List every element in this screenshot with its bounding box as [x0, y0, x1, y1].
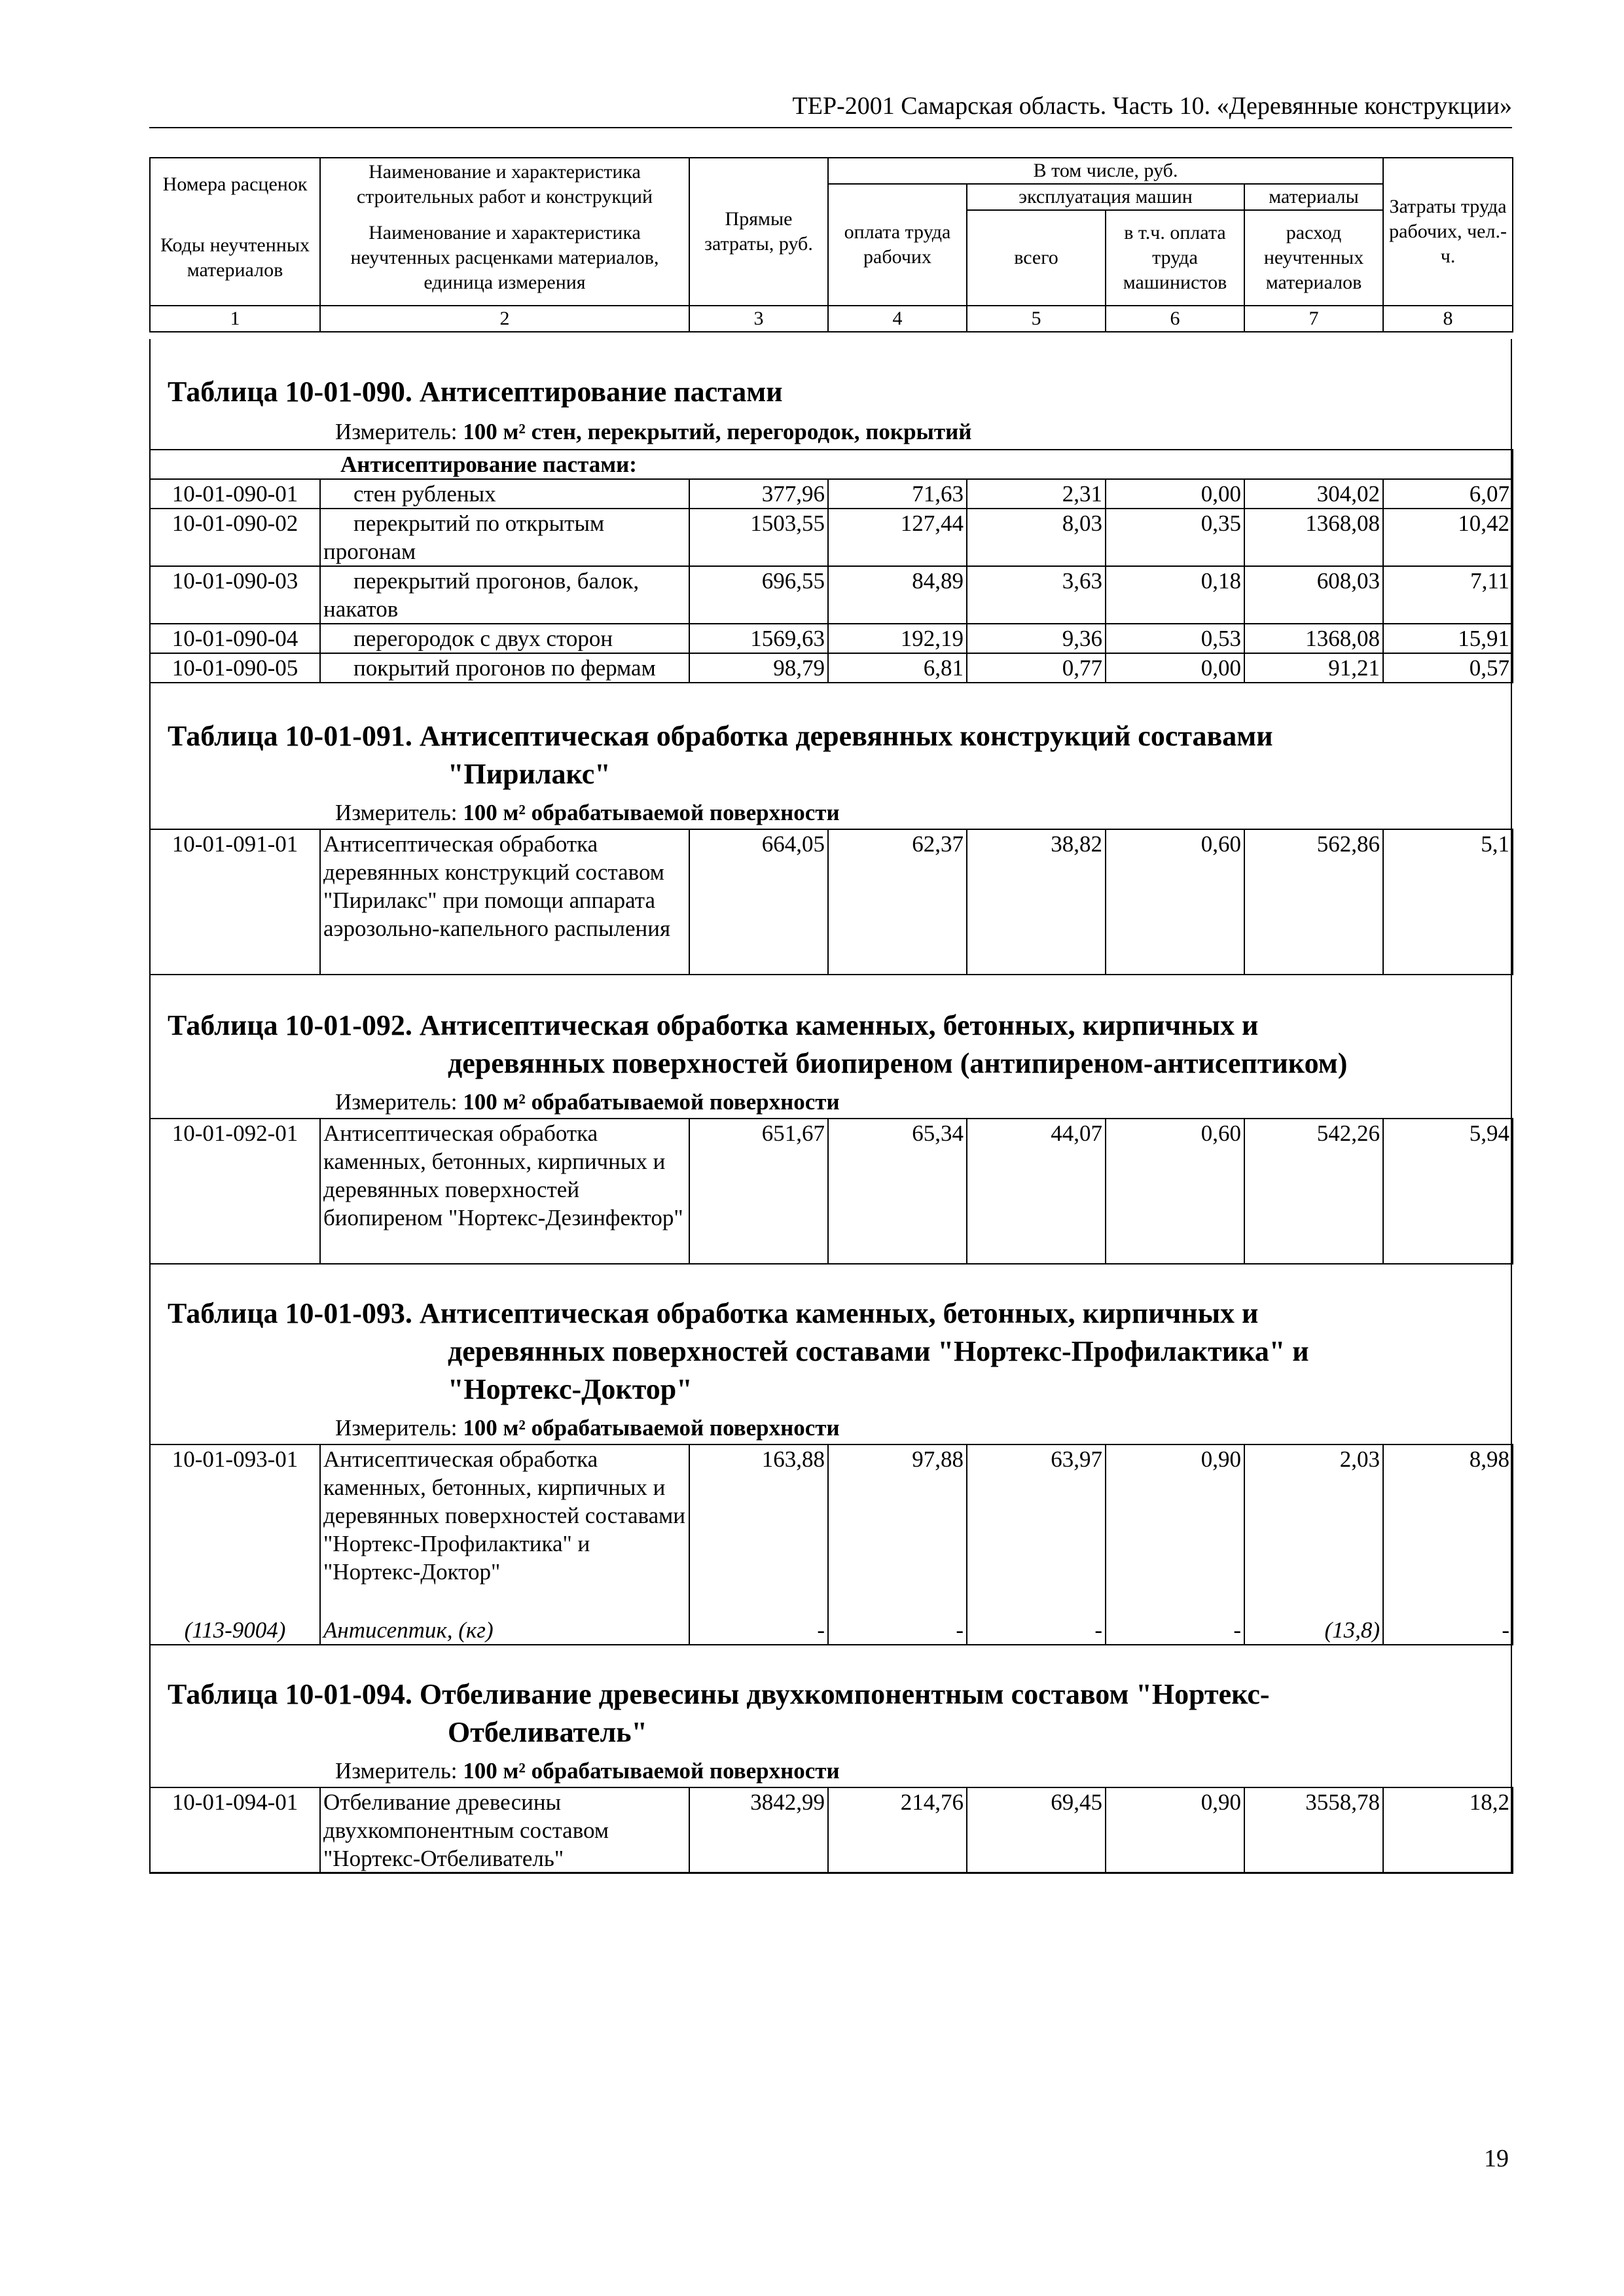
work-name: Антисептическая обработка каменных, бетонных, кирпичных и деревянных поверхностей составами "Нортекс-Профилактика" и "Нортекс-Доктор" [320, 1444, 689, 1616]
table-091 [149, 829, 1513, 975]
table-row [150, 653, 1513, 683]
labor-pay: 192,19 [828, 624, 967, 653]
machinist-pay: 0,90 [1106, 1787, 1244, 1873]
col-number: 8 [1383, 306, 1513, 332]
rate-code: 10-01-090-02 [150, 509, 320, 566]
col-2-bottom-header: Наименование и характеристика неучтенных расценками материалов, единица измерения [320, 210, 689, 306]
unit-value: 100 м² обрабатываемой поверхности [463, 1415, 840, 1441]
labor-hours: 10,42 [1383, 509, 1513, 566]
labor-hours: 5,94 [1383, 1119, 1513, 1264]
work-name: перекрытий по открытым прогонам [320, 509, 689, 566]
direct-cost: - [689, 1616, 828, 1645]
machines-total: 8,03 [967, 509, 1106, 566]
work-name: покрытий прогонов по фермам [320, 653, 689, 683]
col-number: 6 [1106, 306, 1244, 332]
labor-pay: 71,63 [828, 479, 967, 509]
column-header-table [149, 157, 1513, 332]
machinist-pay: 0,35 [1106, 509, 1244, 566]
table-row [150, 1787, 1513, 1873]
table-title-090: Таблица 10-01-090. Антисептирование пастами [168, 376, 783, 408]
material-row [150, 1616, 1513, 1645]
table-row [150, 1444, 1513, 1616]
material-name: Антисептик, (кг) [320, 1616, 689, 1645]
labor-hours: 15,91 [1383, 624, 1513, 653]
col-1-top-header: Номера расценок [150, 158, 320, 210]
machines-total: 63,97 [967, 1444, 1106, 1616]
col-number: 5 [967, 306, 1106, 332]
labor-hours: 8,98 [1383, 1444, 1513, 1616]
unit-value: 100 м² обрабатываемой поверхности [463, 1758, 840, 1784]
rate-code: 10-01-090-05 [150, 653, 320, 683]
table-title-091: Таблица 10-01-091. Антисептическая обработка деревянных конструкций составами "Пирилакс" [168, 720, 1273, 790]
table-title-094: Таблица 10-01-094. Отбеливание древесины двухкомпонентным составом "Нортекс- Отбеливатель" [168, 1678, 1270, 1748]
col-8-header: Затраты труда рабочих, чел.-ч. [1383, 158, 1513, 306]
direct-cost: 3842,99 [689, 1787, 828, 1873]
machinist-pay: 0,53 [1106, 624, 1244, 653]
direct-cost: 664,05 [689, 829, 828, 975]
materials-cost: 304,02 [1244, 479, 1383, 509]
unit-value: 100 м² обрабатываемой поверхности [463, 1089, 840, 1115]
table-row [150, 829, 1513, 975]
direct-cost: 1503,55 [689, 509, 828, 566]
machines-total: 0,77 [967, 653, 1106, 683]
table-094 [149, 1787, 1513, 1874]
unit-value: 100 м² обрабатываемой поверхности [463, 800, 840, 825]
col-4-header: оплата труда рабочих [828, 184, 967, 306]
labor-hours: - [1383, 1616, 1513, 1645]
table-row [150, 566, 1513, 624]
machines-total: 38,82 [967, 829, 1106, 975]
page-number: 19 [1484, 2145, 1509, 2172]
materials-cost: 91,21 [1244, 653, 1383, 683]
materials-cost: 1368,08 [1244, 509, 1383, 566]
direct-cost: 651,67 [689, 1119, 828, 1264]
table-row [150, 479, 1513, 509]
material-consumption: (13,8) [1244, 1616, 1383, 1645]
col-number: 2 [320, 306, 689, 332]
labor-pay: 62,37 [828, 829, 967, 975]
unit-value: 100 м² стен, перекрытий, перегородок, покрытий [463, 419, 972, 444]
col-7-header: расход неучтенных материалов [1244, 210, 1383, 306]
table-title-092: Таблица 10-01-092. Антисептическая обработка каменных, бетонных, кирпичных и деревянных поверхностей биопиреном (антипиреном-антисептиком) [168, 1009, 1348, 1079]
machines-total: 9,36 [967, 624, 1106, 653]
unit-091 [335, 800, 840, 826]
machinist-pay: 0,60 [1106, 1119, 1244, 1264]
col-1-bottom-header: Коды неучтенных материалов [150, 210, 320, 306]
materials-header: материалы [1244, 184, 1383, 210]
unit-prefix: Измеритель: [335, 1089, 458, 1115]
labor-pay: 214,76 [828, 1787, 967, 1873]
rate-code: 10-01-094-01 [150, 1787, 320, 1873]
labor-pay: 65,34 [828, 1119, 967, 1264]
unit-prefix: Измеритель: [335, 419, 458, 444]
machines-total: 69,45 [967, 1787, 1106, 1873]
table-row [150, 509, 1513, 566]
rate-code: 10-01-090-03 [150, 566, 320, 624]
machines-total: 44,07 [967, 1119, 1106, 1264]
machinist-pay: 0,18 [1106, 566, 1244, 624]
direct-cost: 696,55 [689, 566, 828, 624]
rate-code: 10-01-091-01 [150, 829, 320, 975]
work-name: Антисептическая обработка каменных, бетонных, кирпичных и деревянных поверхностей биопиреном "Нортекс-Дезинфектор" [320, 1119, 689, 1264]
work-name: стен рубленых [320, 479, 689, 509]
materials-cost: 542,26 [1244, 1119, 1383, 1264]
direct-cost: 1569,63 [689, 624, 828, 653]
table-row [150, 624, 1513, 653]
labor-pay: 84,89 [828, 566, 967, 624]
materials-cost: 3558,78 [1244, 1787, 1383, 1873]
direct-cost: 163,88 [689, 1444, 828, 1616]
materials-cost: 2,03 [1244, 1444, 1383, 1616]
unit-092 [335, 1089, 840, 1115]
col-3-header: Прямые затраты, руб. [689, 158, 828, 306]
labor-hours: 0,57 [1383, 653, 1513, 683]
group-row [150, 450, 1513, 479]
unit-093 [335, 1415, 840, 1441]
machinist-pay: 0,90 [1106, 1444, 1244, 1616]
machinist-pay: 0,00 [1106, 479, 1244, 509]
col-6-header: в т.ч. оплата труда машинистов [1106, 210, 1244, 306]
material-code: (113-9004) [150, 1616, 320, 1645]
group-label: Антисептирование пастами: [150, 450, 1513, 479]
col-5-header: всего [967, 210, 1106, 306]
unit-090 [335, 419, 971, 445]
work-name: Антисептическая обработка деревянных конструкций составом "Пирилакс" при помощи аппарата аэрозольно-капельного распыления [320, 829, 689, 975]
materials-cost: 608,03 [1244, 566, 1383, 624]
col-number: 3 [689, 306, 828, 332]
labor-hours: 18,2 [1383, 1787, 1513, 1873]
labor-pay: 127,44 [828, 509, 967, 566]
machinist-pay: 0,00 [1106, 653, 1244, 683]
machines-header: эксплуатация машин [967, 184, 1244, 210]
header-rule [149, 127, 1512, 128]
running-title: ТЕР-2001 Самарская область. Часть 10. «Деревянные конструкции» [792, 92, 1512, 120]
labor-pay: - [828, 1616, 967, 1645]
rate-code: 10-01-093-01 [150, 1444, 320, 1616]
col-2-top-header: Наименование и характеристика строительных работ и конструкций [320, 158, 689, 210]
work-name: Отбеливание древесины двухкомпонентным составом "Нортекс-Отбеливатель" [320, 1787, 689, 1873]
rate-code: 10-01-090-01 [150, 479, 320, 509]
col-number: 7 [1244, 306, 1383, 332]
col-number: 1 [150, 306, 320, 332]
labor-pay: 97,88 [828, 1444, 967, 1616]
unit-prefix: Измеритель: [335, 800, 458, 825]
unit-prefix: Измеритель: [335, 1758, 458, 1784]
labor-pay: 6,81 [828, 653, 967, 683]
direct-cost: 377,96 [689, 479, 828, 509]
col-number: 4 [828, 306, 967, 332]
table-title-093: Таблица 10-01-093. Антисептическая обработка каменных, бетонных, кирпичных и деревянных поверхностей составами "Нортекс-Профилактика" и "Нортекс-Доктор" [168, 1297, 1309, 1405]
machinist-pay: - [1106, 1616, 1244, 1645]
machines-total: 2,31 [967, 479, 1106, 509]
table-093 [149, 1444, 1513, 1645]
work-name: перегородок с двух сторон [320, 624, 689, 653]
labor-hours: 6,07 [1383, 479, 1513, 509]
table-090 [149, 449, 1513, 683]
labor-hours: 7,11 [1383, 566, 1513, 624]
rate-code: 10-01-090-04 [150, 624, 320, 653]
table-092 [149, 1118, 1513, 1265]
including-header: В том числе, руб. [828, 158, 1383, 184]
machines-total: - [967, 1616, 1106, 1645]
direct-cost: 98,79 [689, 653, 828, 683]
table-row [150, 1119, 1513, 1264]
machines-total: 3,63 [967, 566, 1106, 624]
materials-cost: 562,86 [1244, 829, 1383, 975]
materials-cost: 1368,08 [1244, 624, 1383, 653]
unit-094 [335, 1758, 840, 1784]
rate-code: 10-01-092-01 [150, 1119, 320, 1264]
machinist-pay: 0,60 [1106, 829, 1244, 975]
work-name: перекрытий прогонов, балок, накатов [320, 566, 689, 624]
unit-prefix: Измеритель: [335, 1415, 458, 1441]
labor-hours: 5,1 [1383, 829, 1513, 975]
